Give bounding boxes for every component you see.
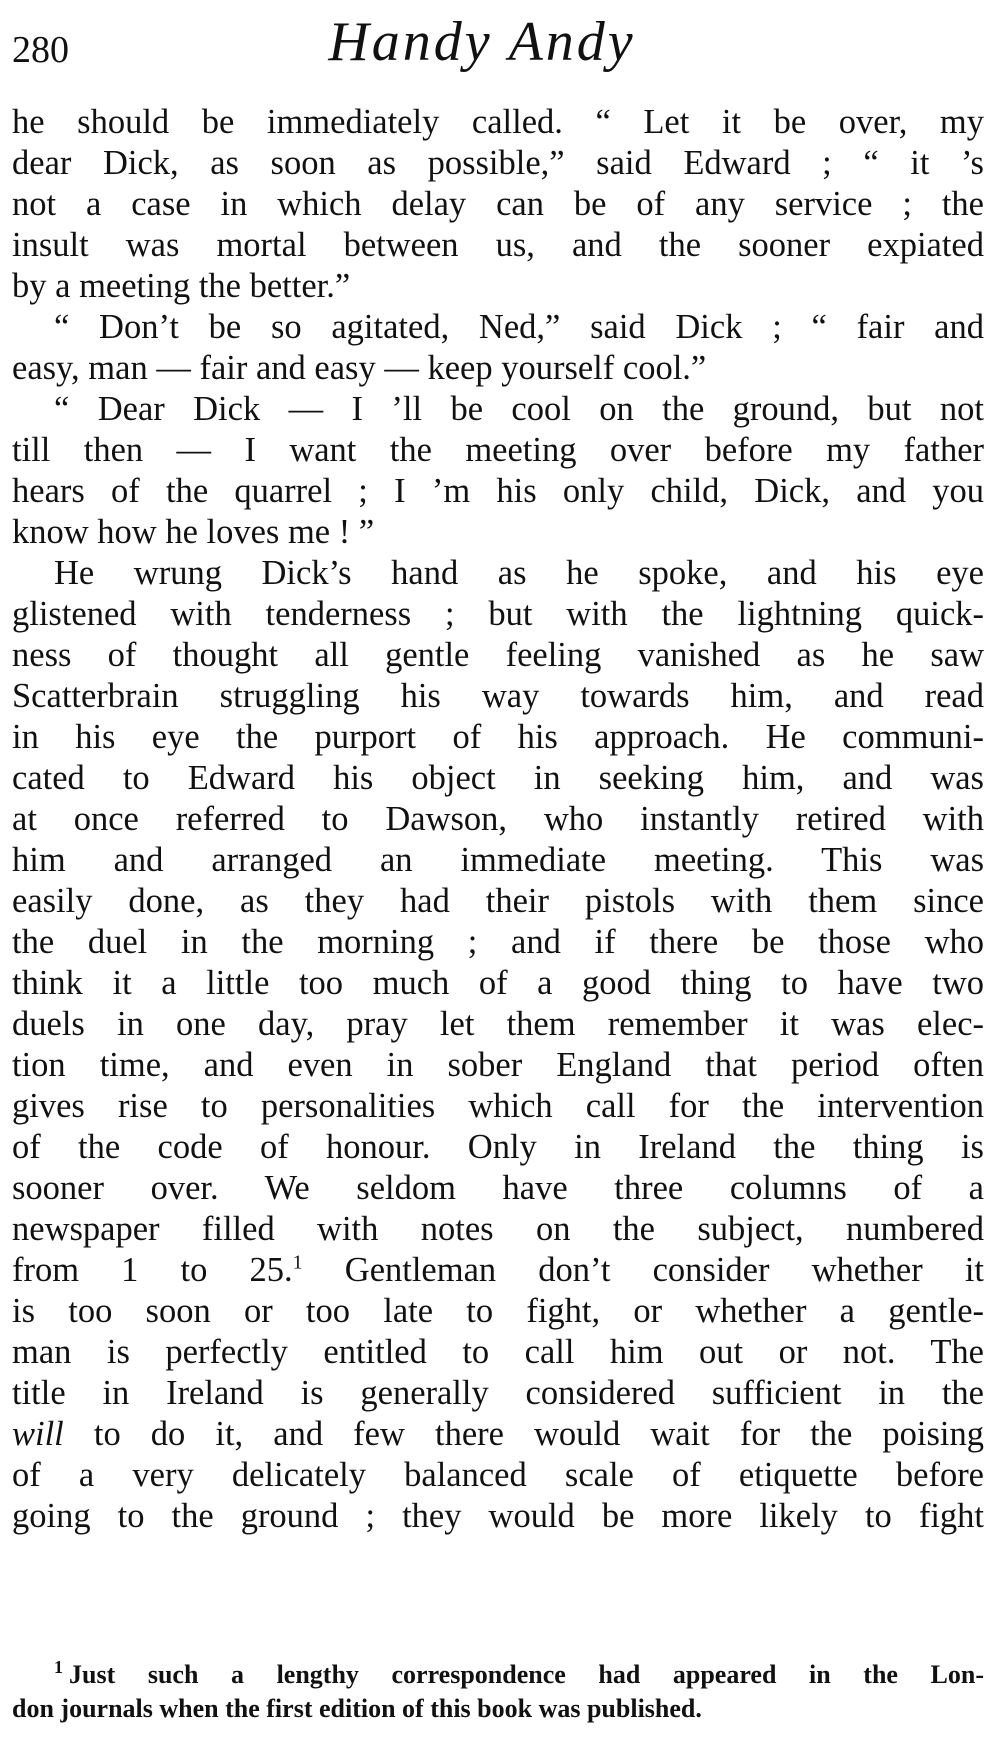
text-line: man is perfectly entitled to call him out or not. The [12, 1333, 984, 1371]
text-line: know how he loves me ! ” [12, 513, 375, 551]
footnotes [12, 1658, 984, 1726]
text-line: till then — I want the meeting over before my father [12, 431, 984, 469]
italic-word: will [12, 1415, 64, 1453]
text-line: easily done, as they had their pistols with them since [12, 882, 984, 920]
line-rest: Gentleman don’t consider whether it [302, 1251, 984, 1289]
line-start: from 1 to 25. [12, 1251, 293, 1289]
text-line: newspaper filled with notes on the subject, numbered [12, 1210, 984, 1248]
footnote-line: don journals when the first edition of this book was published. [12, 1694, 702, 1723]
text-line: title in Ireland is generally considered sufficient in the [12, 1374, 984, 1412]
text-line: in his eye the purport of his approach. He communi- [12, 718, 984, 756]
footnote-reference: 1 [292, 1251, 303, 1274]
text-line: gives rise to personalities which call for the intervention [12, 1087, 984, 1125]
text-line: duels in one day, pray let them remember it was elec- [12, 1005, 984, 1043]
text-line: going to the ground ; they would be more likely to fight [12, 1497, 984, 1535]
text-line: tion time, and even in sober England that period often [12, 1046, 984, 1084]
text-line: He wrung Dick’s hand as he spoke, and his eye [54, 554, 984, 592]
text-line: sooner over. We seldom have three columns of a [12, 1169, 984, 1207]
page-number: 280 [12, 29, 69, 71]
text-line: is too soon or too late to fight, or whether a gentle- [12, 1292, 984, 1330]
footnote-line [12, 1658, 984, 1692]
text-line: Scatterbrain struggling his way towards him, and read [12, 677, 984, 715]
running-title: Handy Andy [328, 11, 636, 73]
text-line: at once referred to Dawson, who instantly retired with [12, 800, 984, 838]
text-line: by a meeting the better.” [12, 267, 351, 305]
text-line: “ Don’t be so agitated, Ned,” said Dick ; “ fair and [54, 308, 984, 346]
text-line-with-italic [12, 1414, 984, 1455]
text-line: “ Dear Dick — I ’ll be cool on the ground, but not [54, 390, 984, 428]
text-line: think it a little too much of a good thing to have two [12, 964, 984, 1002]
text-line: cated to Edward his object in seeking him, and was [12, 759, 984, 797]
text-line: of a very delicately balanced scale of etiquette before [12, 1456, 984, 1494]
text-line: dear Dick, as soon as possible,” said Edward ; “ it ’s [12, 144, 984, 182]
page-header [12, 0, 882, 100]
text-line: not a case in which delay can be of any service ; the [12, 185, 984, 223]
footnote-mark: 1 [54, 1657, 63, 1678]
text-line: the duel in the morning ; and if there be those who [12, 923, 984, 961]
text-line: easy, man — fair and easy — keep yourself cool.” [12, 349, 707, 387]
text-line: he should be immediately called. “ Let it be over, my [12, 103, 984, 141]
text-line: ness of thought all gentle feeling vanished as he saw [12, 636, 984, 674]
text-line: hears of the quarrel ; I ’m his only child, Dick, and you [12, 472, 984, 510]
text-line: glistened with tenderness ; but with the lightning quick- [12, 595, 984, 633]
text-line: insult was mortal between us, and the sooner expiated [12, 226, 984, 264]
line-rest: to do it, and few there would wait for the poising [93, 1415, 984, 1453]
footnote-text: Just such a lengthy correspondence had appeared in the Lon- [69, 1660, 984, 1689]
text-line: of the code of honour. Only in Ireland the thing is [12, 1128, 984, 1166]
text-line: him and arranged an immediate meeting. This was [12, 841, 984, 879]
body-text [12, 102, 984, 1537]
text-line-with-footnote [12, 1250, 984, 1291]
